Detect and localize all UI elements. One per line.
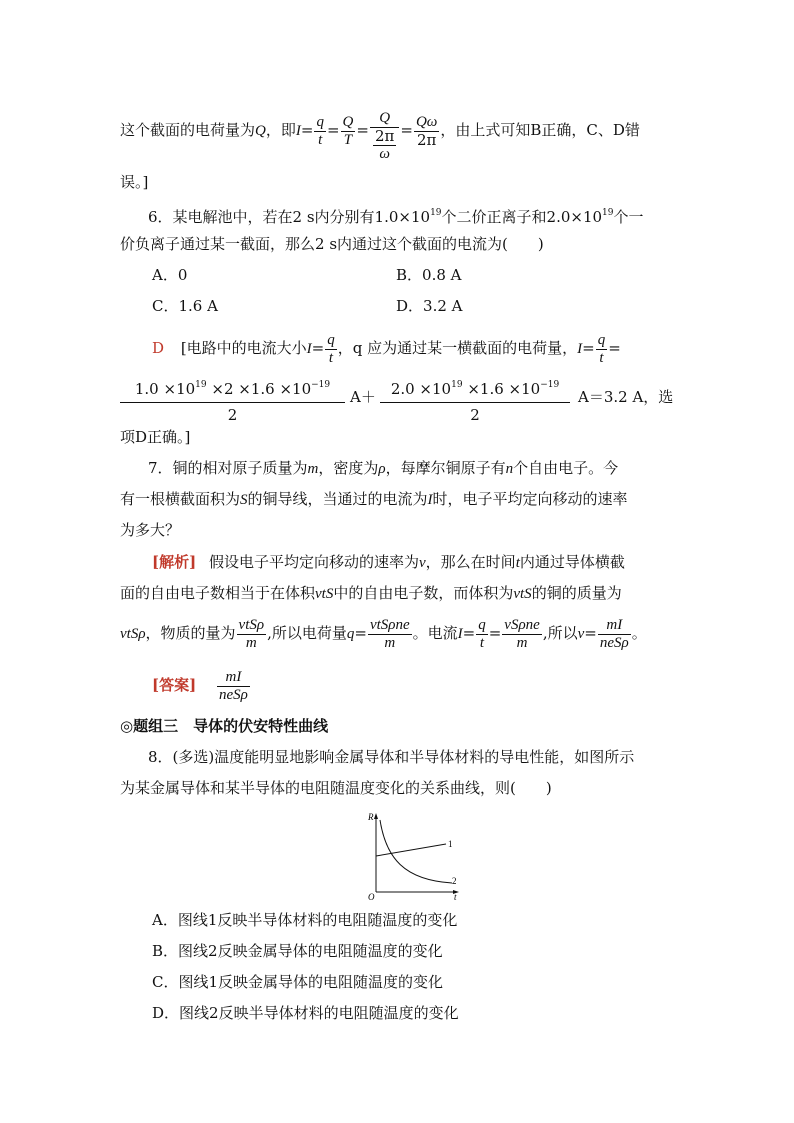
jx-t2: ，那么在时间: [425, 553, 516, 571]
q6-sol-a: [电路中的电流大小: [180, 339, 307, 357]
frac-vtSrho-m: [237, 617, 267, 652]
frac-den: neSρ: [218, 686, 248, 703]
q6-plus: A＋: [350, 388, 376, 406]
top-line-1: [120, 100, 640, 160]
jx-eq: =: [354, 624, 367, 642]
frac-q-t: [476, 617, 488, 652]
q7-I: I: [427, 492, 433, 508]
q7-n: n: [505, 461, 514, 477]
q6-text-a: 6．某电解池中，若在2 s内分别有1.0×10: [148, 208, 431, 226]
q6-exp-2: 19: [602, 208, 614, 218]
frac-num: q: [478, 616, 486, 633]
q7-S: S: [240, 492, 248, 508]
eq-3: =: [356, 121, 369, 139]
jx-eq2: =: [462, 624, 476, 642]
frac-den: m: [516, 634, 528, 651]
jx-period: 。: [631, 624, 647, 642]
frac-den: 2π: [416, 130, 437, 149]
frac-Qomega-over-2pi: [414, 114, 439, 149]
q6-option-a[interactable]: A．0: [152, 266, 188, 284]
answer-tag: [答案]: [152, 676, 197, 694]
frac-den: m: [245, 634, 257, 651]
jx-q: q: [346, 626, 355, 642]
bf2-exp: 19: [451, 380, 463, 390]
q8-line-2: 为某金属导体和某半导体的电阻随温度变化的关系曲线，则( ): [120, 779, 552, 797]
q7-analysis-line-2: [120, 583, 622, 604]
curve-1: [376, 844, 446, 856]
q7-line-1: [148, 458, 618, 479]
top-text-a: 这个截面的电荷量为: [120, 121, 256, 139]
frac-den: m: [384, 634, 396, 651]
bf1-a: 1.0 ×10: [134, 380, 196, 398]
jx-t4: 面的自由电子数相当于在体积: [120, 584, 316, 602]
sol-I-2: I: [577, 341, 583, 357]
jx-t7: ，物质的量为: [145, 624, 236, 642]
jx-eq3: =: [488, 624, 502, 642]
sol-frac-q-t-2: [596, 332, 608, 367]
frac-den: ω: [379, 145, 390, 162]
frac-num: Q: [342, 113, 354, 130]
jx-eq4: =: [584, 624, 597, 642]
q6-text-b: 个二价正离子和2.0×10: [441, 208, 603, 226]
frac-num: vtSρ: [238, 616, 265, 633]
jx-t1: 假设电子平均定向移动的速率为: [208, 553, 419, 571]
group3-title: ◎题组三 导体的伏安特性曲线: [120, 717, 329, 735]
frac-num: 2π: [374, 126, 395, 145]
bf1-exp2: −19: [311, 380, 331, 390]
curve-2: [380, 820, 452, 883]
sol-I: I: [306, 341, 312, 357]
frac-num: q: [316, 113, 324, 130]
frac-vSrhone-m: [502, 617, 542, 652]
q6-solution-line-1: [152, 328, 621, 368]
frac-den-nested: [370, 128, 399, 163]
big-frac-den: 2: [470, 406, 480, 424]
q6-option-d[interactable]: D．3.2 A: [396, 297, 463, 315]
q7-analysis-line-1: [152, 552, 625, 573]
top-Q: Q: [255, 123, 266, 139]
q7-t3: ，每摩尔铜原子有: [385, 459, 506, 477]
q7-t4: 个自由电子。今: [513, 459, 619, 477]
q6-sol-b: ，q 应为通过某一横截面的电荷量，: [337, 339, 578, 357]
jx-vtSrho: vtSρ: [120, 626, 146, 642]
jx-vtS: vtS: [315, 586, 334, 602]
q6-text-c: 个一: [613, 208, 644, 226]
frac-num: vSρne: [504, 616, 540, 633]
q8-line-1: 8．(多选)温度能明显地影响金属导体和半导体材料的导电性能，如图所示: [148, 748, 635, 766]
jx-t6: 的铜的质量为: [531, 584, 622, 602]
label-t: t: [454, 892, 457, 900]
big-frac-num: [380, 374, 570, 403]
resistance-temperature-graph: [364, 810, 464, 900]
big-frac-den: 2: [227, 406, 238, 424]
q7-answer-line: [152, 665, 251, 705]
q6-solution-end: 项D正确。]: [120, 428, 191, 446]
eq-4: =: [400, 121, 413, 139]
q7-analysis-line-3: [120, 613, 647, 653]
q7-t5: 有一根横截面积为: [120, 490, 241, 508]
bf1-b: ×2 ×1.6 ×10: [211, 380, 312, 398]
q6-big-fraction-1: [120, 374, 345, 427]
q6-line-2: 价负离子通过某一截面，那么2 s内通过这个截面的电流为( ): [120, 235, 544, 253]
q6-answer-letter: D: [152, 339, 165, 357]
q7-rho: ρ: [378, 461, 386, 477]
q7-t2: ，密度为: [318, 459, 379, 477]
q8-option-c[interactable]: C．图线1反映金属导体的电阻随温度的变化: [152, 973, 444, 991]
q6-exp-1: 19: [430, 208, 442, 218]
q6-result: A＝3.2 A，选: [578, 388, 674, 406]
q7-t6: 的铜导线，当通过的电流为: [247, 490, 428, 508]
label-R: R: [368, 812, 374, 822]
eq-1: =: [300, 121, 314, 139]
top-line-2: 误。]: [120, 173, 149, 191]
label-2: 2: [452, 876, 457, 886]
frac-den: t: [328, 349, 334, 366]
bf2-exp2: −19: [540, 380, 560, 390]
frac-den: t: [479, 634, 485, 651]
analysis-tag: [解析]: [152, 553, 197, 571]
q6-line-1: [148, 203, 644, 227]
top-comma: ，即: [265, 121, 296, 139]
q7-line-3: 为多大？: [120, 521, 181, 539]
jx-t: t: [515, 555, 520, 571]
q7-t7: 时，电子平均定向移动的速率: [432, 490, 628, 508]
q7-line-2: [120, 489, 628, 510]
jx-t5: 中的自由电子数，而体积为: [333, 584, 514, 602]
frac-num: Qω: [415, 113, 438, 130]
jx-vtS-2: vtS: [513, 586, 532, 602]
big-frac-num: [120, 374, 345, 403]
sol-frac-q-t: [325, 332, 337, 367]
sol-eq: =: [311, 339, 325, 357]
frac-num: mI: [217, 669, 250, 687]
y-axis-arrow: [374, 813, 378, 819]
frac-mI-neSrho: [598, 617, 631, 652]
q7-m: m: [307, 461, 319, 477]
frac-den: t: [599, 349, 604, 366]
answer-frac: [217, 669, 250, 704]
jx-I: I: [457, 626, 463, 642]
label-1: 1: [448, 839, 453, 849]
frac-den: T: [343, 131, 353, 148]
label-O: O: [368, 892, 375, 900]
q7-t1: 7．铜的相对原子质量为: [148, 459, 308, 477]
frac-vtSrhone-m: [368, 617, 412, 652]
bf2-b: ×1.6 ×10: [467, 380, 541, 398]
frac-q-over-t: [314, 114, 326, 149]
frac-den: neSρ: [599, 634, 629, 651]
sol-eq-2: =: [582, 339, 595, 357]
jx-t10: ,所以: [542, 624, 578, 642]
bf1-exp: 19: [195, 380, 207, 390]
frac-num: q: [597, 331, 606, 348]
q8-option-b[interactable]: B．图线2反映金属导体的电阻随温度的变化: [152, 942, 443, 960]
jx-t8: ,所以电荷量: [267, 624, 347, 642]
frac-num: mI: [598, 617, 631, 635]
jx-v: v: [419, 555, 426, 571]
q6-option-c[interactable]: C．1.6 A: [152, 297, 218, 315]
q6-big-fraction-2: [380, 374, 570, 427]
q8-option-a[interactable]: A．图线1反映半导体材料的电阻随温度的变化: [152, 911, 458, 929]
frac-num: q: [327, 331, 335, 348]
frac-Q-over-T: [341, 114, 356, 149]
frac-Q-over-2pi-omega: [370, 110, 399, 163]
top-I: I: [295, 123, 301, 139]
jx-t9: 。电流: [412, 624, 458, 642]
q6-option-b[interactable]: B．0.8 A: [396, 266, 462, 284]
sol-eq-3: =: [608, 339, 621, 357]
top-text-b: ，由上式可知B正确，C、D错: [440, 121, 640, 139]
frac-num: vtSρne: [369, 616, 410, 633]
jx-v2: v: [577, 626, 585, 642]
frac-den: t: [318, 131, 323, 148]
frac-num: Q: [370, 110, 399, 128]
jx-t3: 内通过导体横截: [519, 553, 625, 571]
frac-2pi-omega: [373, 128, 396, 163]
eq-2: =: [326, 121, 340, 139]
bf2-a: 2.0 ×10: [390, 380, 452, 398]
q8-option-d[interactable]: D．图线2反映半导体材料的电阻随温度的变化: [152, 1004, 459, 1022]
